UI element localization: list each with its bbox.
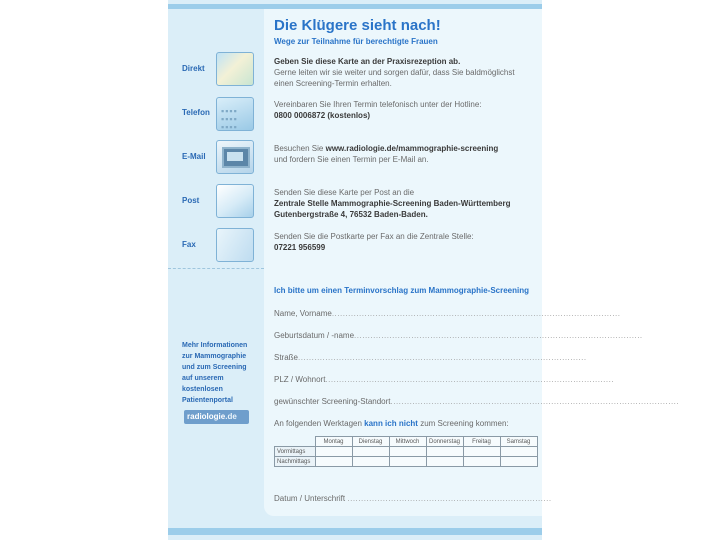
weekday-table — [274, 436, 538, 467]
street-field[interactable]: Straße.......................................................................................................... — [274, 353, 587, 362]
screening-site-field[interactable]: gewünschter Screening-Standort.......................................................................................................... — [274, 397, 680, 406]
envelope-icon — [216, 184, 254, 218]
bottom-stripe — [168, 528, 542, 535]
portal-info: Mehr Informationen zur Mammographie und zum Screening auf unserem kostenlosen Patientenportal — [182, 342, 248, 404]
radiologie-logo[interactable]: radiologie.de — [184, 410, 249, 424]
method-label-direkt: Direkt — [182, 64, 205, 73]
post-section: Senden Sie diese Karte per Post an die Zentrale Stelle Mammographie-Screening Baden-Württemberg Gutenbergstraße 4, 76532 Baden-Baden. — [274, 188, 511, 219]
reception-photo-icon — [216, 52, 254, 86]
day-checkbox[interactable] — [426, 457, 463, 467]
laptop-icon — [216, 140, 254, 174]
day-header: Mittwoch — [389, 437, 426, 447]
keypad-icon: ▪▪▪▪ ▪▪▪▪ ▪▪▪▪ — [216, 97, 254, 131]
day-header: Samstag — [500, 437, 537, 447]
city-field[interactable]: PLZ / Wohnort.......................................................................................................... — [274, 375, 615, 384]
fold-line — [168, 268, 264, 269]
day-header: Freitag — [463, 437, 500, 447]
email-section: Besuchen Sie www.radiologie.de/mammographie-screening und fordern Sie einen Termin per E-Mail an. — [274, 144, 499, 164]
page-subtitle: Wege zur Teilnahme für berechtigte Frauen — [274, 37, 438, 46]
day-checkbox[interactable] — [352, 457, 389, 467]
row-label-nachmittags: Nachmittags — [275, 457, 316, 467]
day-checkbox[interactable] — [389, 457, 426, 467]
day-checkbox[interactable] — [389, 447, 426, 457]
day-checkbox[interactable] — [463, 457, 500, 467]
page-title: Die Klügere sieht nach! — [274, 17, 441, 34]
fax-number: 07221 956599 — [274, 243, 326, 252]
method-label-email: E-Mail — [182, 152, 206, 161]
form-heading: Ich bitte um einen Terminvorschlag zum Mammographie-Screening — [274, 286, 530, 295]
fax-section: Senden Sie die Postkarte per Fax an die Zentrale Stelle: 07221 956599 — [274, 231, 536, 253]
day-checkbox[interactable] — [500, 447, 537, 457]
method-label-post: Post — [182, 196, 200, 205]
method-label-telefon: Telefon — [182, 108, 210, 117]
day-header: Donnerstag — [426, 437, 463, 447]
day-checkbox[interactable] — [315, 457, 352, 467]
hotline-number[interactable]: 0800 0006872 (kostenlos) — [274, 111, 371, 120]
row-label-vormittags: Vormittags — [275, 447, 316, 457]
day-checkbox[interactable] — [463, 447, 500, 457]
name-field[interactable]: Name, Vorname.......................................................................................................... — [274, 309, 621, 318]
day-header: Montag — [315, 437, 352, 447]
telefon-section: Vereinbaren Sie Ihren Termin telefonisch unter der Hotline: 0800 0006872 (kostenlos) — [274, 99, 536, 121]
day-header: Dienstag — [352, 437, 389, 447]
day-checkbox[interactable] — [500, 457, 537, 467]
weekday-instruction: An folgenden Werktagen kann ich nicht zum Screening kommen: — [274, 419, 509, 428]
method-label-fax: Fax — [182, 240, 196, 249]
website-link[interactable]: www.radiologie.de/mammographie-screening — [325, 144, 499, 153]
day-checkbox[interactable] — [315, 447, 352, 457]
postcard — [168, 0, 680, 540]
signature-field[interactable]: Datum / Unterschrift ........................................................................... — [274, 494, 552, 503]
direkt-section: Geben Sie diese Karte an der Praxisrezeption ab. Gerne leiten wir sie weiter und sorgen dafür, dass Sie baldmöglichst einen Screening-Termin erhalten. — [274, 57, 515, 88]
birth-field[interactable]: Geburtsdatum / -name.......................................................................................................... — [274, 331, 643, 340]
day-checkbox[interactable] — [352, 447, 389, 457]
fax-paper-icon — [216, 228, 254, 262]
day-checkbox[interactable] — [426, 447, 463, 457]
